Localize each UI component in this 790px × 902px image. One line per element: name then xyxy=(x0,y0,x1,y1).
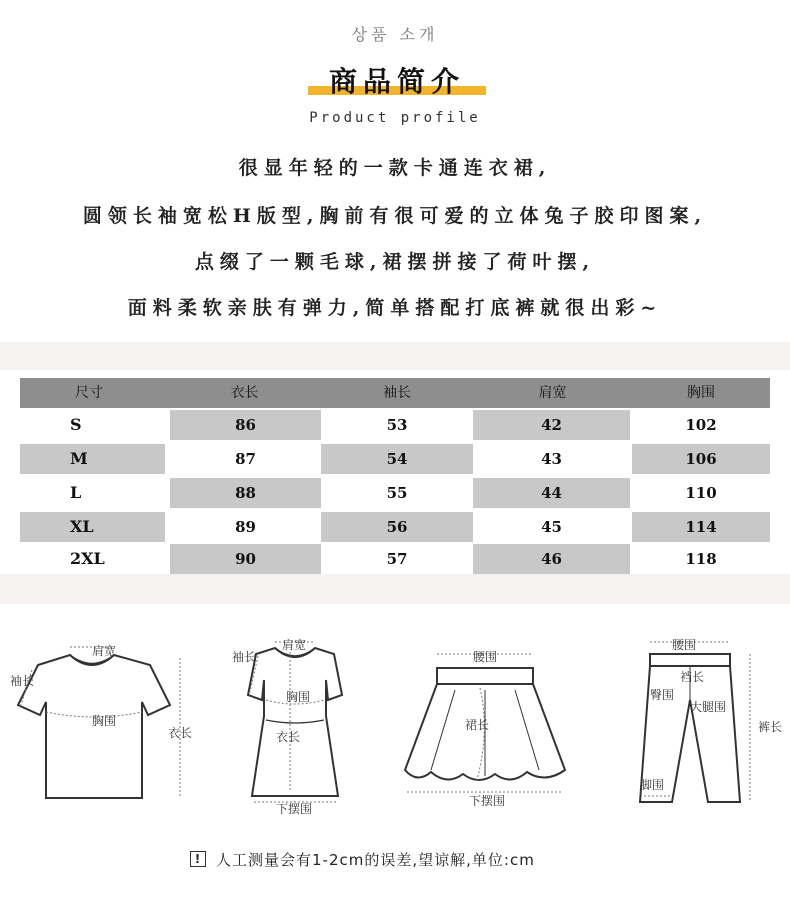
header-shoulder: 肩宽 xyxy=(473,378,632,408)
description-line-4: 面料柔软亲肤有弹力,简单搭配打底裤就很出彩~ xyxy=(127,297,663,319)
page-subtitle: Product profile xyxy=(309,110,481,126)
tshirt-shoulder-label: 肩宽 xyxy=(92,644,117,658)
size-cell: 2XL xyxy=(70,549,105,568)
sleeve-cell: 55 xyxy=(386,484,408,502)
length-cell: 90 xyxy=(170,544,321,574)
length-cell: 87 xyxy=(235,450,256,468)
size-cell: XL xyxy=(20,512,165,542)
table-row xyxy=(20,478,770,508)
divider-band-top xyxy=(0,342,790,370)
sleeve-cell: 56 xyxy=(321,512,473,542)
pants-length-label: 裤长 xyxy=(758,720,783,734)
description-line-1: 很显年轻的一款卡通连衣裙, xyxy=(238,157,552,179)
chest-cell: 114 xyxy=(632,512,770,542)
dress-hem-label: 下摆围 xyxy=(276,802,313,816)
header-chest: 胸围 xyxy=(632,378,770,408)
pants-leg-opening-label: 脚围 xyxy=(640,778,665,792)
shoulder-cell: 44 xyxy=(473,478,630,508)
sleeve-cell: 54 xyxy=(321,444,473,474)
length-cell: 89 xyxy=(235,518,256,536)
length-cell: 86 xyxy=(170,410,321,440)
table-row xyxy=(20,444,770,474)
dress-sleeve-label: 袖长 xyxy=(232,650,257,664)
product-intro xyxy=(0,0,790,340)
measurement-note xyxy=(190,848,535,870)
tshirt-diagram xyxy=(10,620,200,820)
skirt-waist-label: 腰围 xyxy=(473,650,498,664)
header-size: 尺寸 xyxy=(20,378,168,408)
description-line-3: 点缀了一颗毛球,裙摆拼接了荷叶摆, xyxy=(194,251,596,273)
skirt-hem-label: 下摆围 xyxy=(469,794,506,808)
pants-thigh-label: 大腿围 xyxy=(690,700,727,714)
size-cell: S xyxy=(70,415,82,434)
header-sleeve: 袖长 xyxy=(321,378,473,408)
pants-crotch-label: 裆长 xyxy=(680,670,705,684)
dress-chest-label: 胸围 xyxy=(286,690,311,704)
title-block xyxy=(308,60,486,98)
table-header-row xyxy=(20,378,770,408)
shoulder-cell: 43 xyxy=(541,450,562,468)
skirt-length-label: 裙长 xyxy=(465,718,490,732)
table-row xyxy=(20,512,770,542)
tshirt-length-label: 衣长 xyxy=(168,726,193,740)
dress-length-label: 衣长 xyxy=(276,730,301,744)
chest-cell: 102 xyxy=(685,416,717,434)
tshirt-sleeve-label: 袖长 xyxy=(10,674,35,688)
sleeve-cell: 57 xyxy=(386,550,408,568)
divider-band-bottom xyxy=(0,574,790,604)
sleeve-cell: 53 xyxy=(386,416,408,434)
length-cell: 88 xyxy=(170,478,321,508)
pants-diagram xyxy=(610,620,790,820)
dress-shoulder-label: 肩宽 xyxy=(282,638,307,652)
description-line-2: 圆领长袖宽松H版型,胸前有很可爱的立体兔子胶印图案, xyxy=(82,205,708,227)
size-cell: M xyxy=(20,444,165,474)
pants-hip-label: 臀围 xyxy=(650,688,675,702)
table-row xyxy=(20,410,770,440)
chest-cell: 106 xyxy=(632,444,770,474)
note-text: 人工测量会有1-2cm的误差,望谅解,单位:cm xyxy=(216,850,535,869)
pants-waist-label: 腰围 xyxy=(672,638,697,652)
dress-diagram xyxy=(230,620,360,820)
korean-heading: 상품 소개 xyxy=(351,25,439,44)
tshirt-chest-label: 胸围 xyxy=(92,714,117,728)
chest-cell: 110 xyxy=(685,484,717,502)
page-title: 商品简介 xyxy=(328,65,465,98)
size-cell: L xyxy=(70,483,82,502)
chest-cell: 118 xyxy=(685,550,717,568)
table-row xyxy=(20,544,770,574)
exclamation-icon: ! xyxy=(190,851,206,867)
shoulder-cell: 45 xyxy=(541,518,562,536)
shoulder-cell: 46 xyxy=(473,544,630,574)
shoulder-cell: 42 xyxy=(473,410,630,440)
header-length: 衣长 xyxy=(168,378,321,408)
skirt-diagram xyxy=(395,620,575,820)
